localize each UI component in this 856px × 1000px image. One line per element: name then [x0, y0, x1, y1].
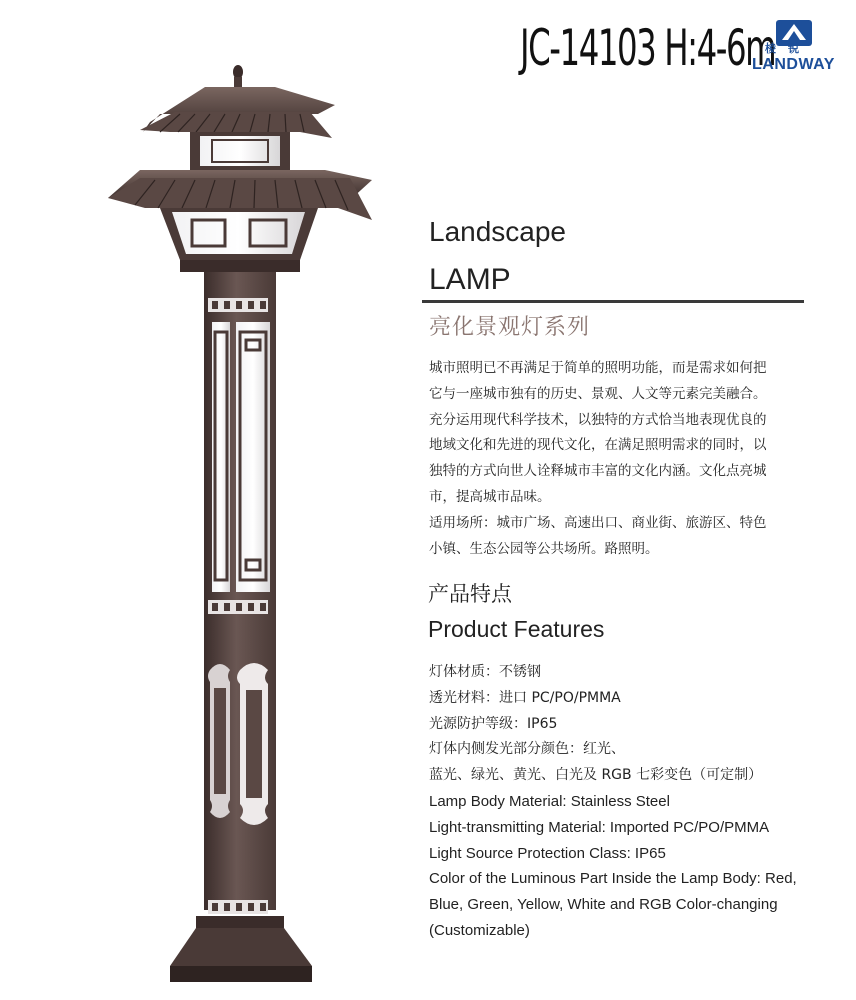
intro-line: 独特的方式向世人诠释城市丰富的文化内涵。文化点亮城	[429, 463, 767, 480]
feature-item: Light-transmitting Material: Imported PC/PO/PMMA	[429, 818, 770, 836]
pagoda-landscape-lamp-illustration	[100, 60, 390, 990]
brand-name-cn: 棱锐	[765, 42, 811, 55]
intro-line: 城市照明已不再满足于简单的照明功能，而是需求如何把	[429, 360, 767, 376]
features-heading-en: Product Features	[428, 616, 605, 642]
intro-line: 地域文化和先进的现代文化，在满足照明需求的同时，以	[429, 437, 767, 454]
intro-line: 它与一座城市独有的历史、景观、人文等元素完美融合。	[429, 385, 767, 402]
intro-line: 市，提高城市品味。	[429, 488, 551, 505]
intro-line: 小镇、生态公园等公共场所。路照明。	[429, 540, 659, 557]
brand-name-en: LANDWAY	[752, 56, 835, 73]
feature-item: Lamp Body Material: Stainless Steel	[429, 792, 670, 810]
intro-line: 充分运用现代科学技术，以独特的方式恰当地表现优良的	[429, 411, 767, 428]
feature-item: Blue, Green, Yellow, White and RGB Color-changing	[429, 896, 778, 914]
title-landscape: Landscape	[429, 216, 567, 247]
intro-paragraph	[429, 356, 809, 562]
feature-item: (Customizable)	[429, 921, 530, 939]
title-lamp: LAMP	[429, 263, 511, 296]
feature-item: Light Source Protection Class: IP65	[429, 844, 666, 862]
feature-item: 透光材料：进口 PC/PO/PMMA	[429, 689, 621, 706]
intro-line: 适用场所：城市广场、高速出口、商业街、旅游区、特色	[429, 514, 767, 531]
features-heading-cn: 产品特点	[428, 582, 512, 606]
feature-item: 光源防护等级：IP65	[429, 715, 558, 732]
model-title: JC-14103 H:4-6m	[520, 19, 776, 77]
feature-item: 灯体材质：不锈钢	[429, 664, 541, 680]
feature-item: 蓝光、绿光、黄光、白光及 RGB 七彩变色（可定制）	[429, 767, 763, 784]
feature-item: 灯体内侧发光部分颜色：红光、	[429, 741, 625, 758]
title-divider	[422, 300, 804, 303]
series-title-cn: 亮化景观灯系列	[429, 315, 591, 340]
feature-item: Color of the Luminous Part Inside the Lamp Body: Red,	[429, 870, 797, 888]
feature-list	[429, 660, 849, 944]
